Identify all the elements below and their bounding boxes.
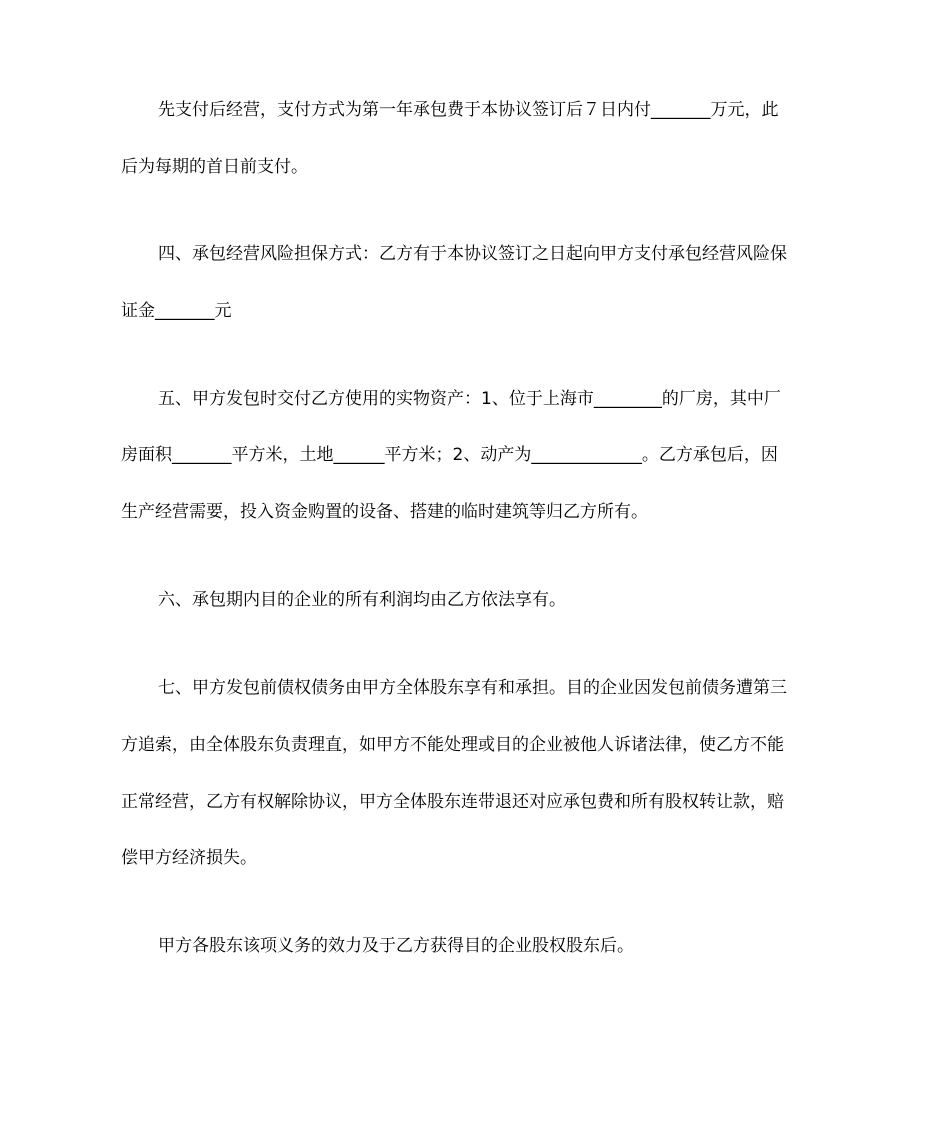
text-line-termination-right: 正常经营，乙方有权解除协议，甲方全体股东连带退还对应承包费和所有股权转让款，赔	[121, 792, 784, 812]
text-line-deposit-amount: 证金_______元	[121, 301, 232, 321]
text-line-section-five: 五、甲方发包时交付乙方使用的实物资产：1、位于上海市________的厂房，其中厂	[158, 389, 781, 409]
text-line-payment-continuation: 后为每期的首日前支付。	[121, 157, 308, 177]
text-line-obligation-effect: 甲方各股东该项义务的效力及于乙方获得目的企业股权股东后。	[158, 936, 634, 956]
text-line-third-party-claim: 方追索，由全体股东负责理直，如甲方不能处理或目的企业被他人诉诸法律，使乙方不能	[121, 735, 784, 755]
text-line-section-seven: 七、甲方发包前债权债务由甲方全体股东享有和承担。目的企业因发包前债务遭第三	[158, 678, 787, 698]
text-line-compensation: 偿甲方经济损失。	[121, 848, 257, 868]
text-line-section-four: 四、承包经营风险担保方式：乙方有于本协议签订之日起向甲方支付承包经营风险保	[158, 244, 787, 264]
text-line-asset-ownership: 生产经营需要，投入资金购置的设备、搭建的临时建筑等归乙方所有。	[121, 502, 648, 522]
text-line-section-six: 六、承包期内目的企业的所有利润均由乙方依法享有。	[158, 590, 566, 610]
text-line-area-and-assets: 房面积_______平方米，土地______平方米；2、动产为_____________。乙方承包后，因	[121, 445, 778, 465]
text-line-payment-method: 先支付后经营，支付方式为第一年承包费于本协议签订后７日内付_______万元，此	[158, 100, 779, 120]
